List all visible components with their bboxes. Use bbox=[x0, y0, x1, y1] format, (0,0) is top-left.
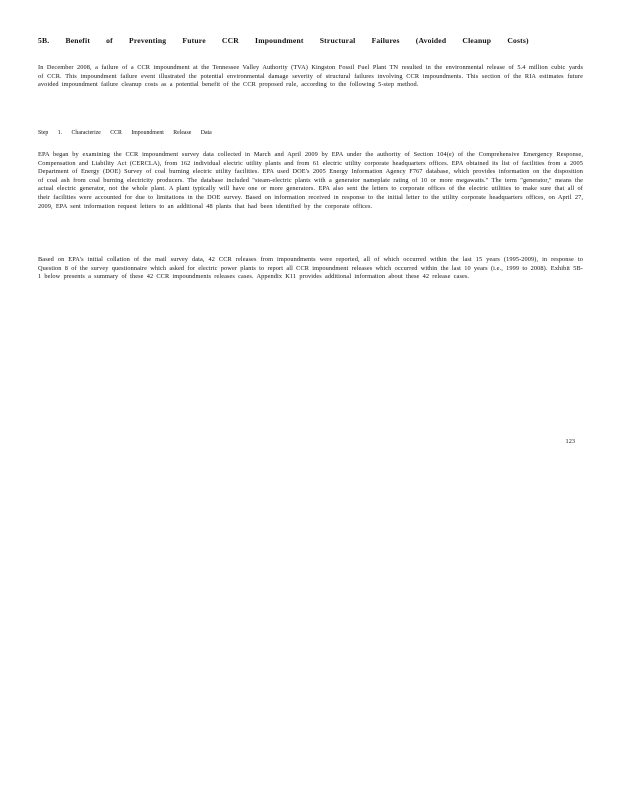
section-heading: 5B. Benefit of Preventing Future CCR Impoundment Structural Failures (Avoided Cleanup Costs) bbox=[38, 36, 529, 45]
step1-paragraph-1: EPA began by examining the CCR impoundment survey data collected in March and April 2009 by EPA under the authority of Section 104(e) of the Comprehensive Emergency Response, Compensation and Liability Act (CERCLA), from 162 individual electric utility plants and from 61 electric utility corporate headquarters offices. EPA obtained its list of facilities from a 2005 Department of Energy (DOE) Survey of coal burning electric utility facilities. EPA used DOE's 2005 Energy Information Agency F767 database, which provides information on the disposition of coal ash from coal burning electricity producers. The database included "steam-electric plants with a generator nameplate rating of 10 or more megawatts." The term "generator," means the actual electric generator, not the whole plant. A plant typically will have one or more generators. EPA also sent the letters to corporate offices of the electric utilities to make sure that all of their facilities were accounted for due to limitations in the DOE survey. Based on information received in response to the initial letter to the utility corporate headquarters offices, on April 27, 2009, EPA sent information request letters to an additional 48 plants that had been identified by the corporate offices. bbox=[38, 151, 583, 210]
intro-paragraph: In December 2008, a failure of a CCR impoundment at the Tennessee Valley Authority (TVA) Kingston Fossil Fuel Plant TN resulted in the environmental release of 5.4 million cubic yards of CCR. This impoundment failure event illustrated the potential environmental damage severity of structural failures involving CCR impoundments. This section of the RIA estimates future avoided impoundment failure cleanup costs as a potential benefit of the CCR proposed rule, according to the following 5-step method. bbox=[38, 64, 583, 89]
step1-paragraph-2: Based on EPA's initial collation of the mail survey data, 42 CCR releases from impoundments were reported, all of which occurred within the last 15 years (1995-2009), in response to Question 8 of the survey questionnaire which asked for electric power plants to report all CCR impoundment releases which occurred within the last 10 years (i.e., 1999 to 2008). Exhibit 5B-1 below presents a summary of these 42 CCR impoundments releases cases. Appendix K11 provides additional information about these 42 release cases. bbox=[38, 256, 583, 281]
page-number: 123 bbox=[565, 438, 575, 445]
step-heading: Step 1. Characterize CCR Impoundment Release Data bbox=[38, 130, 212, 136]
